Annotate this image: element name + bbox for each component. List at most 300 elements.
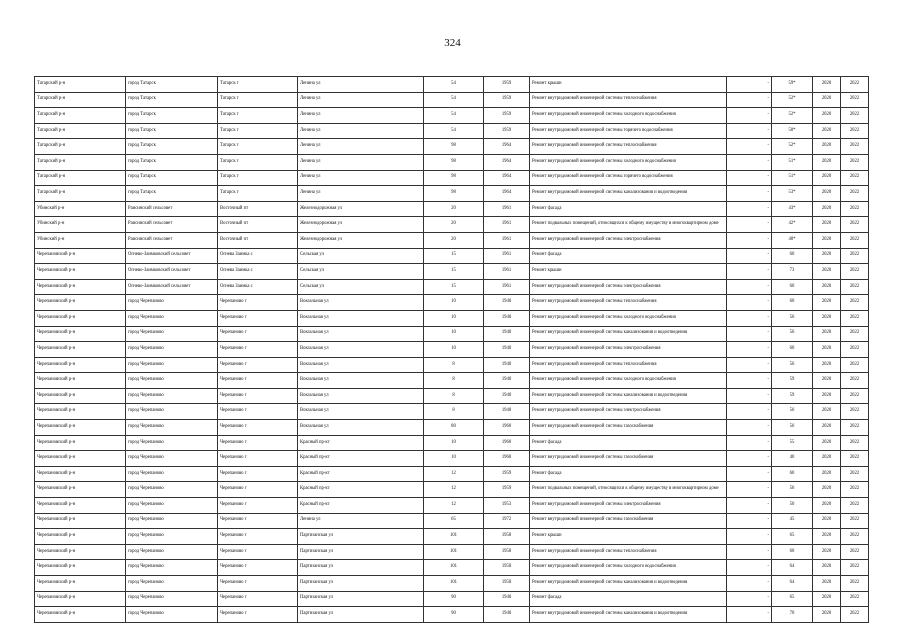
street-cell: Ленина ул bbox=[298, 77, 424, 93]
table-row bbox=[35, 451, 869, 467]
cost-value-cell: 60 bbox=[772, 279, 813, 295]
street-cell: Вокзальная ул bbox=[298, 295, 424, 311]
house-number-cell: 10 bbox=[424, 342, 484, 358]
cost-value-cell: 70 bbox=[772, 607, 813, 623]
repair-type-cell: Ремонт внутридомовой инженерной системы газоснабжения bbox=[530, 420, 727, 436]
dash-value-cell: - bbox=[727, 529, 772, 545]
year-built-cell: 1964 bbox=[484, 170, 530, 186]
locality-cell: Черепаново г bbox=[218, 576, 298, 592]
repair-type-cell: Ремонт внутридомовой инженерной системы канализования и водоотведения bbox=[530, 576, 727, 592]
cost-value-cell: 55 bbox=[772, 435, 813, 451]
settlement-cell: город Черепаново bbox=[126, 544, 218, 560]
house-number-cell: 54 bbox=[424, 77, 484, 93]
dash-value-cell: - bbox=[727, 279, 772, 295]
repair-type-cell: Ремонт крыши bbox=[530, 264, 727, 280]
repair-type-cell: Ремонт внутридомовой инженерной системы теплоснабжения bbox=[530, 139, 727, 155]
repair-type-cell: Ремонт внутридомовой инженерной системы канализования и водоотведения bbox=[530, 388, 727, 404]
street-cell: Партизанская ул bbox=[298, 591, 424, 607]
table-row bbox=[35, 310, 869, 326]
year-built-cell: 1960 bbox=[484, 420, 530, 436]
dash-value-cell: - bbox=[727, 232, 772, 248]
street-cell: Вокзальная ул bbox=[298, 342, 424, 358]
locality-cell: Восточный пт bbox=[218, 201, 298, 217]
municipal-district-cell: Черепановский р-н bbox=[35, 544, 126, 560]
municipal-district-cell: Татарский р-н bbox=[35, 139, 126, 155]
locality-cell: Черепаново г bbox=[218, 498, 298, 514]
repair-type-cell: Ремонт внутридомовой инженерной системы канализования и водоотведения bbox=[530, 186, 727, 202]
cost-value-cell: 59* bbox=[772, 77, 813, 93]
repair-type-cell: Ремонт внутридомовой инженерной системы холодного водоснабжения bbox=[530, 373, 727, 389]
settlement-cell: город Черепаново bbox=[126, 451, 218, 467]
start-year-cell: 2020 bbox=[813, 139, 841, 155]
municipal-district-cell: Черепановский р-н bbox=[35, 295, 126, 311]
locality-cell: Татарск г bbox=[218, 92, 298, 108]
settlement-cell: город Черепаново bbox=[126, 513, 218, 529]
cost-value-cell: 60 bbox=[772, 342, 813, 358]
house-number-cell: 54 bbox=[424, 108, 484, 124]
street-cell: Вокзальная ул bbox=[298, 326, 424, 342]
start-year-cell: 2020 bbox=[813, 404, 841, 420]
street-cell: Вокзальная ул bbox=[298, 357, 424, 373]
settlement-cell: город Черепаново bbox=[126, 420, 218, 436]
table-row bbox=[35, 154, 869, 170]
repair-type-cell: Ремонт внутридомовой инженерной системы газоснабжения bbox=[530, 513, 727, 529]
dash-value-cell: - bbox=[727, 466, 772, 482]
locality-cell: Черепаново г bbox=[218, 388, 298, 404]
end-year-cell: 2022 bbox=[841, 404, 869, 420]
table-row bbox=[35, 482, 869, 498]
settlement-cell: город Черепаново bbox=[126, 342, 218, 358]
municipal-district-cell: Убинский р-н bbox=[35, 217, 126, 233]
table-row bbox=[35, 123, 869, 139]
municipal-district-cell: Черепановский р-н bbox=[35, 279, 126, 295]
cost-value-cell: 53* bbox=[772, 186, 813, 202]
locality-cell: Огнева Заимка с bbox=[218, 279, 298, 295]
start-year-cell: 2020 bbox=[813, 123, 841, 139]
repair-type-cell: Ремонт внутридомовой инженерной системы электроснабжения bbox=[530, 342, 727, 358]
year-built-cell: 1960 bbox=[484, 451, 530, 467]
repair-type-cell: Ремонт внутридомовой инженерной системы газоснабжения bbox=[530, 451, 727, 467]
start-year-cell: 2020 bbox=[813, 513, 841, 529]
locality-cell: Черепаново г bbox=[218, 529, 298, 545]
start-year-cell: 2020 bbox=[813, 170, 841, 186]
cost-value-cell: 60 bbox=[772, 248, 813, 264]
municipal-district-cell: Татарский р-н bbox=[35, 186, 126, 202]
start-year-cell: 2020 bbox=[813, 77, 841, 93]
dash-value-cell: - bbox=[727, 201, 772, 217]
dash-value-cell: - bbox=[727, 154, 772, 170]
street-cell: Ленина ул bbox=[298, 123, 424, 139]
end-year-cell: 2022 bbox=[841, 139, 869, 155]
start-year-cell: 2020 bbox=[813, 201, 841, 217]
repair-type-cell: Ремонт внутридомовой инженерной системы канализования и водоотведения bbox=[530, 326, 727, 342]
table-row bbox=[35, 139, 869, 155]
start-year-cell: 2020 bbox=[813, 108, 841, 124]
table-row bbox=[35, 170, 869, 186]
end-year-cell: 2022 bbox=[841, 388, 869, 404]
table-row bbox=[35, 560, 869, 576]
locality-cell: Черепаново г bbox=[218, 544, 298, 560]
house-number-cell: 90 bbox=[424, 591, 484, 607]
dash-value-cell: - bbox=[727, 357, 772, 373]
year-built-cell: 1961 bbox=[484, 201, 530, 217]
repair-type-cell: Ремонт внутридомовой инженерной системы холодного водоснабжения bbox=[530, 560, 727, 576]
cost-value-cell: 52* bbox=[772, 92, 813, 108]
settlement-cell: город Черепаново bbox=[126, 404, 218, 420]
locality-cell: Черепаново г bbox=[218, 466, 298, 482]
repair-type-cell: Ремонт внутридомовой инженерной системы холодного водоснабжения bbox=[530, 108, 727, 124]
dash-value-cell: - bbox=[727, 607, 772, 623]
dash-value-cell: - bbox=[727, 513, 772, 529]
end-year-cell: 2022 bbox=[841, 560, 869, 576]
locality-cell: Татарск г bbox=[218, 123, 298, 139]
year-built-cell: 1940 bbox=[484, 357, 530, 373]
year-built-cell: 1940 bbox=[484, 404, 530, 420]
cost-value-cell: 59 bbox=[772, 373, 813, 389]
start-year-cell: 2020 bbox=[813, 576, 841, 592]
municipal-district-cell: Татарский р-н bbox=[35, 92, 126, 108]
cost-value-cell: 60 bbox=[772, 544, 813, 560]
year-built-cell: 1940 bbox=[484, 388, 530, 404]
table-row bbox=[35, 186, 869, 202]
start-year-cell: 2020 bbox=[813, 217, 841, 233]
locality-cell: Татарск г bbox=[218, 170, 298, 186]
repair-type-cell: Ремонт внутридомовой инженерной системы холодного водоснабжения bbox=[530, 310, 727, 326]
year-built-cell: 1953 bbox=[484, 498, 530, 514]
year-built-cell: 1961 bbox=[484, 264, 530, 280]
dash-value-cell: - bbox=[727, 576, 772, 592]
locality-cell: Черепаново г bbox=[218, 435, 298, 451]
house-number-cell: 101 bbox=[424, 529, 484, 545]
settlement-cell: Раисинский сельсовет bbox=[126, 232, 218, 248]
locality-cell: Черепаново г bbox=[218, 451, 298, 467]
house-number-cell: 101 bbox=[424, 560, 484, 576]
end-year-cell: 2022 bbox=[841, 357, 869, 373]
end-year-cell: 2022 bbox=[841, 217, 869, 233]
street-cell: Сельская ул bbox=[298, 248, 424, 264]
year-built-cell: 1961 bbox=[484, 232, 530, 248]
start-year-cell: 2020 bbox=[813, 388, 841, 404]
year-built-cell: 1959 bbox=[484, 482, 530, 498]
dash-value-cell: - bbox=[727, 248, 772, 264]
house-number-cell: 80 bbox=[424, 420, 484, 436]
municipal-district-cell: Татарский р-н bbox=[35, 154, 126, 170]
table-row bbox=[35, 435, 869, 451]
dash-value-cell: - bbox=[727, 435, 772, 451]
start-year-cell: 2020 bbox=[813, 420, 841, 436]
table-row bbox=[35, 264, 869, 280]
cost-value-cell: 40 bbox=[772, 451, 813, 467]
cost-value-cell: 59 bbox=[772, 388, 813, 404]
end-year-cell: 2022 bbox=[841, 232, 869, 248]
table-row bbox=[35, 404, 869, 420]
locality-cell: Татарск г bbox=[218, 139, 298, 155]
start-year-cell: 2020 bbox=[813, 357, 841, 373]
start-year-cell: 2020 bbox=[813, 560, 841, 576]
start-year-cell: 2020 bbox=[813, 435, 841, 451]
table-row bbox=[35, 108, 869, 124]
house-number-cell: 8 bbox=[424, 357, 484, 373]
house-number-cell: 10 bbox=[424, 326, 484, 342]
locality-cell: Огнева Заимка с bbox=[218, 248, 298, 264]
start-year-cell: 2020 bbox=[813, 264, 841, 280]
table-row bbox=[35, 326, 869, 342]
repair-type-cell: Ремонт подвальных помещений, относящихся к общему имуществу в многоквартирном доме bbox=[530, 482, 727, 498]
start-year-cell: 2020 bbox=[813, 326, 841, 342]
street-cell: Железнодорожная ул bbox=[298, 201, 424, 217]
table-row bbox=[35, 373, 869, 389]
house-number-cell: 8 bbox=[424, 404, 484, 420]
year-built-cell: 1940 bbox=[484, 310, 530, 326]
start-year-cell: 2020 bbox=[813, 607, 841, 623]
locality-cell: Черепаново г bbox=[218, 404, 298, 420]
dash-value-cell: - bbox=[727, 404, 772, 420]
start-year-cell: 2020 bbox=[813, 279, 841, 295]
street-cell: Вокзальная ул bbox=[298, 404, 424, 420]
settlement-cell: город Черепаново bbox=[126, 591, 218, 607]
dash-value-cell: - bbox=[727, 295, 772, 311]
locality-cell: Черепаново г bbox=[218, 326, 298, 342]
settlement-cell: город Черепаново bbox=[126, 295, 218, 311]
start-year-cell: 2020 bbox=[813, 310, 841, 326]
cost-value-cell: 64 bbox=[772, 576, 813, 592]
street-cell: Красный пр-кт bbox=[298, 466, 424, 482]
street-cell: Партизанская ул bbox=[298, 560, 424, 576]
year-built-cell: 1959 bbox=[484, 466, 530, 482]
end-year-cell: 2022 bbox=[841, 482, 869, 498]
year-built-cell: 1960 bbox=[484, 435, 530, 451]
cost-value-cell: 56 bbox=[772, 310, 813, 326]
cost-value-cell: 73 bbox=[772, 264, 813, 280]
start-year-cell: 2020 bbox=[813, 466, 841, 482]
settlement-cell: город Черепаново bbox=[126, 373, 218, 389]
locality-cell: Восточный пт bbox=[218, 232, 298, 248]
municipal-district-cell: Черепановский р-н bbox=[35, 529, 126, 545]
municipal-district-cell: Черепановский р-н bbox=[35, 513, 126, 529]
locality-cell: Татарск г bbox=[218, 77, 298, 93]
house-number-cell: 15 bbox=[424, 279, 484, 295]
year-built-cell: 1940 bbox=[484, 373, 530, 389]
house-number-cell: 15 bbox=[424, 264, 484, 280]
house-number-cell: 12 bbox=[424, 466, 484, 482]
settlement-cell: город Черепаново bbox=[126, 310, 218, 326]
street-cell: Ленина ул bbox=[298, 92, 424, 108]
settlement-cell: город Черепаново bbox=[126, 466, 218, 482]
repair-type-cell: Ремонт внутридомовой инженерной системы электроснабжения bbox=[530, 279, 727, 295]
house-number-cell: 10 bbox=[424, 310, 484, 326]
cost-value-cell: 50 bbox=[772, 498, 813, 514]
repair-type-cell: Ремонт фасада bbox=[530, 591, 727, 607]
house-number-cell: 98 bbox=[424, 170, 484, 186]
table-row bbox=[35, 576, 869, 592]
settlement-cell: город Татарск bbox=[126, 170, 218, 186]
repair-type-cell: Ремонт внутридомовой инженерной системы теплоснабжения bbox=[530, 295, 727, 311]
table-row bbox=[35, 357, 869, 373]
dash-value-cell: - bbox=[727, 108, 772, 124]
locality-cell: Татарск г bbox=[218, 186, 298, 202]
year-built-cell: 1958 bbox=[484, 560, 530, 576]
end-year-cell: 2022 bbox=[841, 373, 869, 389]
repair-type-cell: Ремонт внутридомовой инженерной системы горячего водоснабжения bbox=[530, 170, 727, 186]
repair-type-cell: Ремонт внутридомовой инженерной системы горячего водоснабжения bbox=[530, 123, 727, 139]
street-cell: Ленина ул bbox=[298, 139, 424, 155]
municipal-district-cell: Черепановский р-н bbox=[35, 451, 126, 467]
cost-value-cell: 60 bbox=[772, 295, 813, 311]
settlement-cell: город Черепаново bbox=[126, 607, 218, 623]
repair-type-cell: Ремонт фасада bbox=[530, 201, 727, 217]
repair-type-cell: Ремонт подвальных помещений, относящихся к общему имуществу в многоквартирном доме bbox=[530, 217, 727, 233]
year-built-cell: 1964 bbox=[484, 186, 530, 202]
repair-type-cell: Ремонт фасада bbox=[530, 435, 727, 451]
settlement-cell: город Черепаново bbox=[126, 357, 218, 373]
street-cell: Ленина ул bbox=[298, 170, 424, 186]
dash-value-cell: - bbox=[727, 544, 772, 560]
street-cell: Партизанская ул bbox=[298, 607, 424, 623]
end-year-cell: 2022 bbox=[841, 279, 869, 295]
house-number-cell: 10 bbox=[424, 435, 484, 451]
cost-value-cell: 65 bbox=[772, 591, 813, 607]
house-number-cell: 12 bbox=[424, 498, 484, 514]
start-year-cell: 2020 bbox=[813, 529, 841, 545]
locality-cell: Черепаново г bbox=[218, 607, 298, 623]
settlement-cell: город Черепаново bbox=[126, 435, 218, 451]
cost-value-cell: 42* bbox=[772, 217, 813, 233]
dash-value-cell: - bbox=[727, 217, 772, 233]
cost-value-cell: 56 bbox=[772, 357, 813, 373]
table-row bbox=[35, 591, 869, 607]
start-year-cell: 2020 bbox=[813, 373, 841, 389]
dash-value-cell: - bbox=[727, 420, 772, 436]
locality-cell: Черепаново г bbox=[218, 482, 298, 498]
table-row bbox=[35, 92, 869, 108]
year-built-cell: 1959 bbox=[484, 92, 530, 108]
end-year-cell: 2022 bbox=[841, 576, 869, 592]
year-built-cell: 1961 bbox=[484, 217, 530, 233]
settlement-cell: Огнево-Заимковский сельсовет bbox=[126, 279, 218, 295]
year-built-cell: 1940 bbox=[484, 295, 530, 311]
year-built-cell: 1961 bbox=[484, 279, 530, 295]
year-built-cell: 1961 bbox=[484, 248, 530, 264]
house-number-cell: 10 bbox=[424, 295, 484, 311]
year-built-cell: 1959 bbox=[484, 77, 530, 93]
street-cell: Красный пр-кт bbox=[298, 498, 424, 514]
municipal-district-cell: Татарский р-н bbox=[35, 77, 126, 93]
municipal-district-cell: Черепановский р-н bbox=[35, 310, 126, 326]
dash-value-cell: - bbox=[727, 123, 772, 139]
year-built-cell: 1940 bbox=[484, 326, 530, 342]
municipal-district-cell: Черепановский р-н bbox=[35, 342, 126, 358]
street-cell: Красный пр-кт bbox=[298, 482, 424, 498]
year-built-cell: 1940 bbox=[484, 607, 530, 623]
street-cell: Ленина ул bbox=[298, 108, 424, 124]
start-year-cell: 2020 bbox=[813, 154, 841, 170]
end-year-cell: 2022 bbox=[841, 342, 869, 358]
settlement-cell: Огнево-Заимковский сельсовет bbox=[126, 248, 218, 264]
municipal-district-cell: Черепановский р-н bbox=[35, 482, 126, 498]
year-built-cell: 1940 bbox=[484, 591, 530, 607]
street-cell: Железнодорожная ул bbox=[298, 217, 424, 233]
house-number-cell: 20 bbox=[424, 232, 484, 248]
start-year-cell: 2020 bbox=[813, 591, 841, 607]
repair-type-cell: Ремонт внутридомовой инженерной системы канализования и водоотведения bbox=[530, 607, 727, 623]
street-cell: Ленина ул bbox=[298, 513, 424, 529]
repair-type-cell: Ремонт внутридомовой инженерной системы электроснабжения bbox=[530, 498, 727, 514]
end-year-cell: 2022 bbox=[841, 513, 869, 529]
settlement-cell: город Черепаново bbox=[126, 560, 218, 576]
table-row bbox=[35, 498, 869, 514]
locality-cell: Черепаново г bbox=[218, 513, 298, 529]
house-number-cell: 101 bbox=[424, 576, 484, 592]
cost-value-cell: 56 bbox=[772, 404, 813, 420]
dash-value-cell: - bbox=[727, 482, 772, 498]
end-year-cell: 2022 bbox=[841, 310, 869, 326]
table-row bbox=[35, 513, 869, 529]
table-row bbox=[35, 201, 869, 217]
house-number-cell: 101 bbox=[424, 544, 484, 560]
street-cell: Сельская ул bbox=[298, 264, 424, 280]
cost-value-cell: 51* bbox=[772, 170, 813, 186]
start-year-cell: 2020 bbox=[813, 248, 841, 264]
street-cell: Ленина ул bbox=[298, 154, 424, 170]
house-number-cell: 98 bbox=[424, 139, 484, 155]
table-row bbox=[35, 248, 869, 264]
end-year-cell: 2022 bbox=[841, 170, 869, 186]
dash-value-cell: - bbox=[727, 373, 772, 389]
dash-value-cell: - bbox=[727, 170, 772, 186]
locality-cell: Черепаново г bbox=[218, 357, 298, 373]
end-year-cell: 2022 bbox=[841, 466, 869, 482]
settlement-cell: город Татарск bbox=[126, 154, 218, 170]
end-year-cell: 2022 bbox=[841, 435, 869, 451]
street-cell: Вокзальная ул bbox=[298, 388, 424, 404]
settlement-cell: Раисинский сельсовет bbox=[126, 201, 218, 217]
repair-type-cell: Ремонт внутридомовой инженерной системы теплоснабжения bbox=[530, 357, 727, 373]
table-row bbox=[35, 232, 869, 248]
house-number-cell: 15 bbox=[424, 248, 484, 264]
dash-value-cell: - bbox=[727, 451, 772, 467]
municipal-district-cell: Татарский р-н bbox=[35, 108, 126, 124]
municipal-district-cell: Черепановский р-н bbox=[35, 404, 126, 420]
municipal-district-cell: Черепановский р-н bbox=[35, 560, 126, 576]
cost-value-cell: 56 bbox=[772, 482, 813, 498]
end-year-cell: 2022 bbox=[841, 607, 869, 623]
locality-cell: Черепаново г bbox=[218, 342, 298, 358]
dash-value-cell: - bbox=[727, 388, 772, 404]
dash-value-cell: - bbox=[727, 326, 772, 342]
street-cell: Партизанская ул bbox=[298, 529, 424, 545]
table-row bbox=[35, 217, 869, 233]
settlement-cell: город Татарск bbox=[126, 186, 218, 202]
settlement-cell: Раисинский сельсовет bbox=[126, 217, 218, 233]
cost-value-cell: 60 bbox=[772, 466, 813, 482]
street-cell: Железнодорожная ул bbox=[298, 232, 424, 248]
locality-cell: Черепаново г bbox=[218, 420, 298, 436]
dash-value-cell: - bbox=[727, 560, 772, 576]
dash-value-cell: - bbox=[727, 77, 772, 93]
settlement-cell: город Черепаново bbox=[126, 529, 218, 545]
dash-value-cell: - bbox=[727, 591, 772, 607]
settlement-cell: город Черепаново bbox=[126, 576, 218, 592]
locality-cell: Черепаново г bbox=[218, 373, 298, 389]
year-built-cell: 1958 bbox=[484, 529, 530, 545]
end-year-cell: 2022 bbox=[841, 123, 869, 139]
end-year-cell: 2022 bbox=[841, 451, 869, 467]
year-built-cell: 1958 bbox=[484, 544, 530, 560]
repair-type-cell: Ремонт фасада bbox=[530, 248, 727, 264]
cost-value-cell: 65 bbox=[772, 529, 813, 545]
municipal-district-cell: Убинский р-н bbox=[35, 201, 126, 217]
table-row bbox=[35, 279, 869, 295]
